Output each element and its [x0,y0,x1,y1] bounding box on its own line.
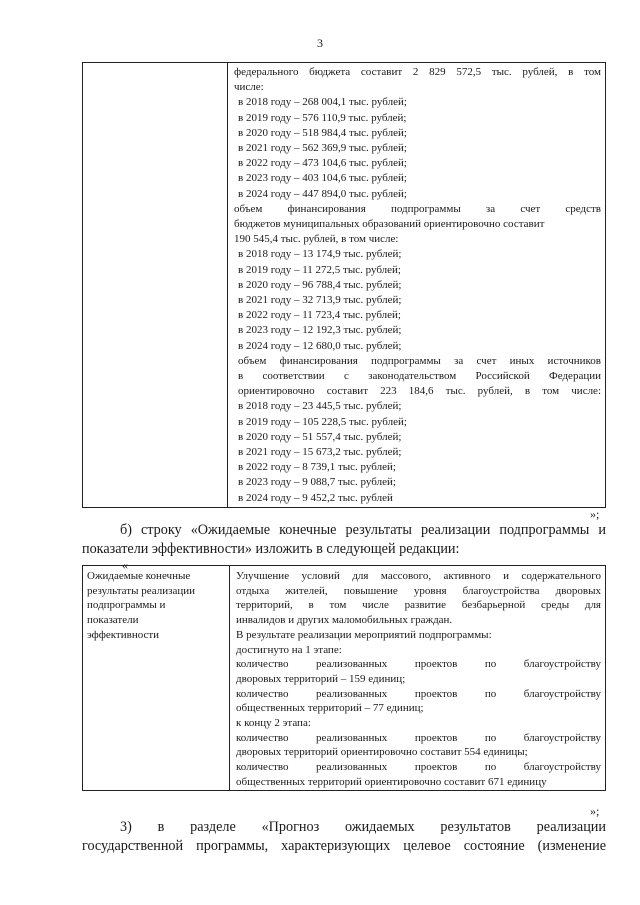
table-line: числе: [234,81,264,94]
table-line: Улучшение условий для массового, активного и содержательного [236,570,601,582]
table-line: количество реализованных проектов по благоустройству [236,658,601,671]
paragraph-3-line2: государственной программы, характеризующих целевое состояние (изменение [82,838,606,854]
table-line: дворовых территорий ориентировочно составит 554 единицы; [236,746,528,759]
table-line: в 2023 году – 403 104,6 тыс. рублей; [238,172,407,185]
page-number: 3 [317,36,323,50]
table-line: В результате реализации мероприятий подпрограммы: [236,628,492,641]
table-line: бюджетов муниципальных образований ориентировочно составит [234,218,545,231]
table-line: количество реализованных проектов по благоустройству [236,731,601,744]
closing-quote-1: »; [590,507,600,521]
label-line: Ожидаемые конечные [87,570,191,582]
label-line: результаты реализации [87,584,195,597]
results-table-label-cell [83,566,230,791]
table-line: общественных территорий ориентировочно составит 671 единицу [236,775,547,788]
table-line: в 2024 году – 447 894,0 тыс. рублей; [238,187,407,200]
table-line: территорий, в том числе развитие безбарьерной среды для [236,599,601,612]
paragraph-3-line1: 3) в разделе «Прогноз ожидаемых результатов реализации [120,819,606,835]
table-line: к концу 2 этапа: [236,717,311,730]
table-line: в 2020 году – 51 557,4 тыс. рублей; [238,430,402,443]
table-line: в 2024 году – 12 680,0 тыс. рублей; [238,339,402,352]
table-line: в 2020 году – 518 984,4 тыс. рублей; [238,126,407,139]
label-line: эффективности [87,628,160,641]
table-line: в 2019 году – 11 272,5 тыс. рублей; [238,263,401,276]
table-line: в 2019 году – 576 110,9 тыс. рублей; [238,111,407,124]
table-line: в 2023 году – 9 088,7 тыс. рублей; [238,476,396,489]
table-line: в 2022 году – 11 723,4 тыс. рублей; [238,309,401,322]
closing-quote-2: »; [590,804,600,818]
table-line: инвалидов и других маломобильных граждан. [236,614,453,627]
table-line: количество реализованных проектов по благоустройству [236,687,601,700]
table-line: объем финансирования подпрограммы за счет средств [234,202,601,215]
table-line: в 2021 году – 32 713,9 тыс. рублей; [238,294,402,307]
table-line: в 2023 году – 12 192,3 тыс. рублей; [238,324,402,337]
label-line: показатели [87,614,139,627]
label-line: подпрограммы и [87,599,166,612]
table-line: достигнуто на 1 этапе: [236,643,342,656]
table-line: количество реализованных проектов по благоустройству [236,761,601,774]
paragraph-b-line1: б) строку «Ожидаемые конечные результаты реализации подпрограммы и [120,522,606,538]
table-line: в соответствии с законодательством Российской Федерации [238,370,601,383]
table-line: объем финансирования подпрограммы за счет иных источников [238,354,601,367]
table-line: отдыха жителей, повышение уровня благоустройства дворовых [236,584,601,597]
table-line: в 2024 году – 9 452,2 тыс. рублей [238,491,393,504]
table-line: в 2018 году – 13 174,9 тыс. рублей; [238,248,402,261]
table-line: в 2021 году – 15 673,2 тыс. рублей; [238,446,402,459]
results-table [82,565,606,791]
opening-quote: « [122,558,128,572]
table-line: в 2019 году – 105 228,5 тыс. рублей; [238,415,407,428]
financing-table [82,62,606,508]
financing-table-content-cell [228,63,606,508]
table-line: 190 545,4 тыс. рублей, в том числе: [234,233,399,246]
table-line: в 2018 году – 268 004,1 тыс. рублей; [238,96,407,109]
table-line: ориентировочно составит 223 184,6 тыс. рублей, в том числе: [238,385,601,398]
financing-table-label-cell [83,63,228,508]
table-line: дворовых территорий – 159 единиц; [236,672,406,685]
table-line: в 2021 году – 562 369,9 тыс. рублей; [238,142,407,155]
paragraph-b-line2: показатели эффективности» изложить в следующей редакции: [82,541,460,557]
table-line: в 2020 году – 96 788,4 тыс. рублей; [238,278,402,291]
table-line: в 2022 году – 473 104,6 тыс. рублей; [238,157,407,170]
table-line: общественных территорий – 77 единиц; [236,702,424,715]
results-table-content-cell [230,566,606,791]
table-line: в 2018 году – 23 445,5 тыс. рублей; [238,400,402,413]
table-line: в 2022 году – 8 739,1 тыс. рублей; [238,461,396,474]
table-line: федерального бюджета составит 2 829 572,5 тыс. рублей, в том [234,66,601,78]
